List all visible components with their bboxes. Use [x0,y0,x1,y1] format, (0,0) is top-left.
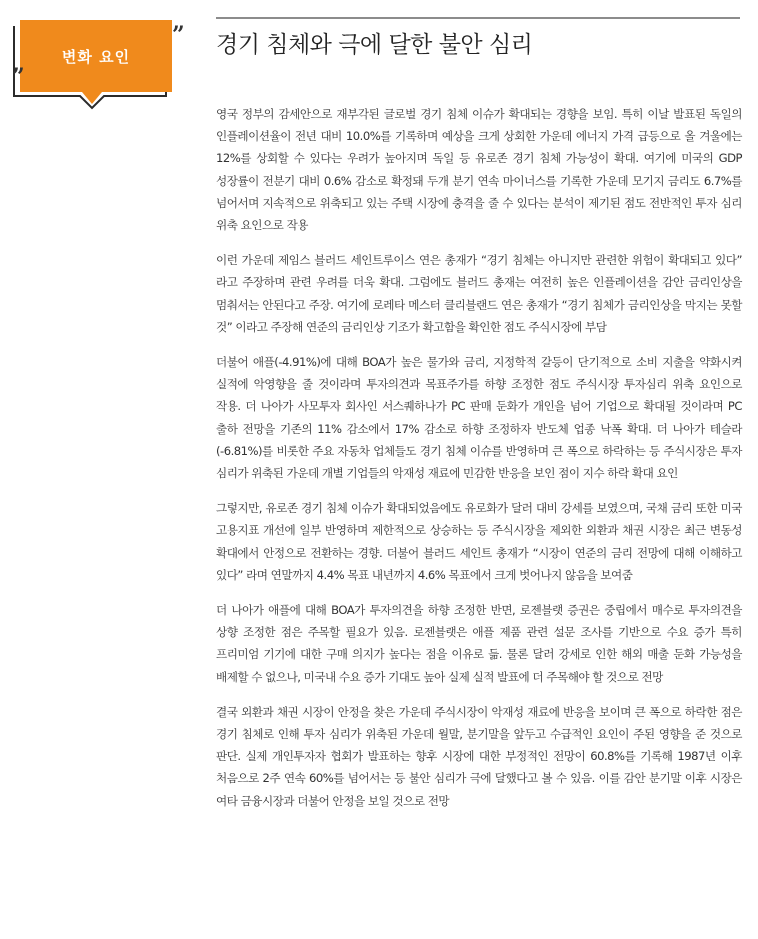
paragraph-2: 이런 가운데 제임스 블러드 세인트루이스 연은 총재가 “경기 침체는 아니지만 관련한 위험이 확대되고 있다” 라고 주장하며 관련 우려를 더욱 확대. 그럼에도 블러드 총재는 여전히 높은 인플레이션을 감안 금리인상을 멈춰서는 안된다고 주장. 여기에 로레타 메스터 클리블랜드 연은 총재가 “경기 침체가 금리인상을 막지는 못할 것” 이라고 주장해 연준의 금리인상 기조가 확고함을 확인한 점도 주식시장에 부담 [216,253,742,334]
paragraph-3: 더불어 애플(-4.91%)에 대해 BOA가 높은 물가와 금리, 지정학적 갈등이 단기적으로 소비 지출을 약화시켜 실적에 악영향을 줄 것이라며 투자의견과 목표주가를 하향 조정한 점도 주식시장 투자심리 위축 요인으로 작용. 더 나아가 사모투자 회사인 서스퀘하나가 PC 판매 둔화가 개인을 넘어 기업으로 확대될 것이라며 PC 출하 전망을 기존의 11% 감소에서 17% 감소로 하향 조정하자 반도체 업종 낙폭 확대. 더 나아가 테슬라(-6.81%)를 비롯한 주요 자동차 업체들도 경기 침체 이슈를 반영하며 큰 폭으로 하락하는 등 주식시장은 투자 심리가 위축된 가운데 개별 기업들의 악재성 재료에 민감한 반응을 보인 점이 지수 하락 확대 요인 [216,355,742,481]
paragraph-6: 결국 외환과 채권 시장이 안정을 찾은 가운데 주식시장이 악재성 재료에 반응을 보이며 큰 폭으로 하락한 점은 경기 침체로 인해 투자 심리가 위축된 가운데 월말, 분기말을 앞두고 수급적인 요인이 주된 영향을 준 것으로 판단. 실제 개인투자자 협회가 발표하는 향후 시장에 대한 부정적인 전망이 60.8%를 기록해 1987년 이후 처음으로 2주 연속 60%를 넘어서는 등 불안 심리가 극에 달했다고 볼 수 있음. 이를 감안 분기말 이후 시장은 여타 금융시장과 더불어 안정을 보일 것으로 전망 [216,704,742,808]
section-badge [12,20,185,110]
paragraph-4: 그렇지만, 유로존 경기 침체 이슈가 확대되었음에도 유로화가 달러 대비 강세를 보였으며, 국채 금리 또한 미국 고용지표 개선에 일부 반영하며 제한적으로 상승하는 등 주식시장을 제외한 외환과 채권 시장은 최근 변동성 확대에서 안정으로 전환하는 경향. 더불어 블러드 세인트 총재가 “시장이 연준의 금리 전망에 대해 이해하고 있다” 라며 연말까지 4.4% 목표 내년까지 4.6% 목표에서 크게 벗어나지 않음을 보여줌 [216,501,742,582]
paragraph-1: 영국 정부의 감세안으로 재부각된 글로벌 경기 침체 이슈가 확대되는 경향을 보임. 특히 이날 발표된 독일의 인플레이션율이 전년 대비 10.0%를 기록하며 예상을 크게 상회한 가운데 에너지 가격 급등으로 올 겨울에는 12%를 상회할 수 있다는 우려가 높아지며 독일 등 유로존 경기 침체 가능성이 확대. 여기에 미국의 GDP 성장률이 전분기 대비 0.6% 감소로 확정돼 두개 분기 연속 마이너스를 기록한 가운데 모기지 금리도 6.7%를 넘어서며 지속적으로 위축되고 있는 주택 시장에 충격을 줄 수 있다는 분석이 제기된 점도 전반적인 투자 심리 위축 요인으로 작용 [216,107,742,233]
quote-open-icon: ” [12,64,25,90]
top-divider [216,17,740,19]
badge-label: 변화 요인 [61,47,131,66]
paragraph-5: 더 나아가 애플에 대해 BOA가 투자의견을 하향 조정한 반면, 로젠블랫 증권은 중립에서 매수로 투자의견을 상향 조정한 점은 주목할 필요가 있음. 로젠블랫은 애플 제품 관련 설문 조사를 기반으로 수요 증가 특히 프리미엄 기기에 대한 구매 의지가 높다는 점을 이유로 듦. 물론 달러 강세로 인한 해외 매출 둔화 가능성을 배제할 수 없으나, 미국내 수요 증가 기대도 높아 실제 실적 발표에 더 주목해야 할 것으로 전망 [216,603,742,684]
quote-close-icon: ” [172,22,185,48]
page-title: 경기 침체와 극에 달한 불안 심리 [216,32,533,58]
article-body [216,103,742,825]
